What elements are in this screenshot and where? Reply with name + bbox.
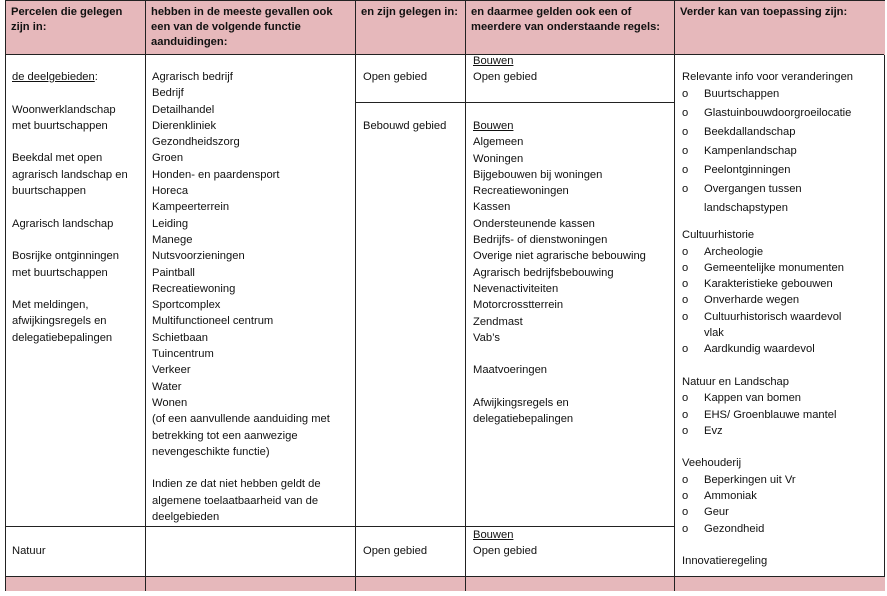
function-item: Verkeer: [152, 364, 191, 377]
bullet-item: o Glastuinbouwdoorgroeilocatie: [682, 107, 852, 120]
rule-maatvoeringen: Maatvoeringen: [473, 364, 548, 377]
rule-open-gebied-1: Open gebied: [473, 71, 538, 84]
rule-item: Bedrijfs- of dienstwoningen: [473, 234, 608, 247]
bullet-item: o Peelontginningen: [682, 164, 791, 177]
bouwen-heading-3: Bouwen: [473, 529, 514, 541]
function-item: Multifunctioneel centrum: [152, 315, 274, 328]
group-title-cultuurhistorie: Cultuurhistorie: [682, 229, 755, 242]
rule-item: Kassen: [473, 201, 511, 214]
rule-item: Motorcrosstterrein: [473, 299, 564, 312]
bullet-item: o Gezondheid: [682, 522, 765, 535]
bullet-item: o Beekdallandschap: [682, 126, 796, 139]
open-bebouwd-divider: [356, 102, 675, 103]
bullet-item: o Kampenlandschap: [682, 145, 797, 158]
gebied-open-1: Open gebied: [363, 71, 428, 83]
group-title-veehouderij: Veehouderij: [682, 457, 742, 470]
footer-strip-col1: [6, 577, 146, 591]
bullet-item: o Onverharde wegen: [682, 294, 800, 307]
area-woonwerklandschap: Woonwerklandschap met buurtschappen: [12, 103, 116, 132]
bullet-item: o Geur: [682, 506, 729, 519]
function-item: Water: [152, 380, 182, 393]
col4-open-block: [473, 53, 537, 86]
group-title-veranderingen: Relevante info voor veranderingen: [682, 71, 854, 83]
function-item: Nutsvoorzieningen: [152, 250, 245, 263]
header-col3: en zijn gelegen in:: [356, 1, 466, 55]
col-divider-1: [145, 1, 146, 577]
bullet-item: o Kappen van bomen: [682, 392, 802, 405]
function-item: Detailhandel: [152, 103, 215, 116]
footer-strip-col4: [466, 577, 675, 591]
rule-item: Bijgebouwen bij woningen: [473, 168, 603, 181]
function-item: Schietbaan: [152, 331, 208, 344]
function-item: Bedrijf: [152, 87, 184, 100]
function-item: Wonen: [152, 396, 188, 409]
function-item: Honden- en paardensport: [152, 168, 280, 181]
bullet-item: o Evz: [682, 424, 723, 437]
col-divider-2: [355, 1, 356, 577]
function-item: Sportcomplex: [152, 299, 221, 312]
area-natuur: Natuur: [12, 545, 46, 557]
function-note: (of een aanvullende aanduiding met betrekking tot een aanwezige nevengeschikte functie): [152, 413, 330, 458]
bullet-item: o Buurtschappen: [682, 88, 780, 101]
function-item: Dierenkliniek: [152, 119, 217, 132]
bullet-item: o Cultuurhistorisch waardevol vlak: [682, 310, 842, 340]
rule-item: Algemeen: [473, 136, 524, 149]
gebied-open-2: Open gebied: [363, 545, 428, 557]
col2-content: [152, 69, 330, 525]
deelgebieden-title: de deelgebieden:: [12, 71, 98, 83]
group-title-natuur-landschap: Natuur en Landschap: [682, 375, 789, 388]
function-item: Kampeerterrein: [152, 201, 230, 214]
bullet-item: o Beperkingen uit Vr: [682, 473, 796, 486]
col-divider-3: [465, 1, 466, 577]
area-beekdal: Beekdal met open agrarisch landschap en buurtschappen: [12, 152, 128, 198]
function-item: Manege: [152, 233, 193, 246]
rule-item: Vab’s: [473, 331, 500, 344]
footer-strip-col5: [675, 577, 885, 591]
gebied-bebouwd: Bebouwd gebied: [363, 120, 447, 132]
natuur-row-divider: [6, 526, 675, 527]
header-col1: Percelen die gelegen zijn in:: [6, 1, 146, 55]
function-item: Agrarisch bedrijf: [152, 71, 233, 83]
function-item: Leiding: [152, 217, 189, 230]
rule-item: Overige niet agrarische bebouwing: [473, 250, 646, 263]
function-item: Recreatiewoning: [152, 282, 236, 295]
bullet-item: o Gemeentelijke monumenten: [682, 261, 844, 274]
bullet-item: o Ammoniak: [682, 490, 757, 503]
col1-content: [12, 69, 128, 346]
col4-bebouwd-block: [473, 118, 646, 428]
bouwen-heading-2: Bouwen: [473, 120, 514, 132]
function-item: Horeca: [152, 185, 189, 198]
function-item: Tuincentrum: [152, 348, 214, 361]
header-col5: Verder kan van toepassing zijn:: [675, 1, 885, 55]
area-meldingen: Met meldingen, afwijkingsregels en delegatiebepalingen: [12, 299, 113, 344]
header-col2: hebben in de meeste gevallen ook een van de volgende functie aanduidingen:: [146, 1, 356, 55]
bullet-item: o Overgangen tussen landschapstypen: [682, 183, 802, 215]
bullet-item: o Archeologie: [682, 245, 764, 258]
header-divider: [6, 54, 884, 55]
function-note-general: Indien ze dat niet hebben geldt de algemene toelaatbaarheid van de deelgebieden: [152, 478, 321, 524]
bullet-item: o Karakteristieke gebouwen: [682, 278, 833, 291]
footer-strip-col3: [356, 577, 466, 591]
rule-afwijkingsregels: Afwijkingsregels en delegatiebepalingen: [473, 397, 574, 426]
rule-item: Ondersteunende kassen: [473, 217, 595, 230]
rule-item: Zendmast: [473, 315, 523, 328]
rules-table: [5, 0, 885, 591]
rule-item: Recreatiewoningen: [473, 185, 569, 198]
rule-item: Agrarisch bedrijfsbebouwing: [473, 266, 614, 279]
footer-divider: [6, 576, 884, 577]
rule-open-gebied-3: Open gebied: [473, 545, 538, 558]
col4-natuur-block: [473, 527, 537, 560]
function-item: Groen: [152, 152, 184, 165]
bullet-item: o EHS/ Groenblauwe mantel: [682, 408, 837, 421]
header-col4: en daarmee gelden ook een of meerdere van onderstaande regels:: [466, 1, 675, 55]
bouwen-heading-1: Bouwen: [473, 55, 514, 67]
rule-item: Woningen: [473, 152, 524, 165]
col-divider-4: [674, 1, 675, 577]
bullet-item: o Aardkundig waardevol: [682, 343, 815, 356]
area-bosrijke-ontginningen: Bosrijke ontginningen met buurtschappen: [12, 250, 119, 279]
function-item: Gezondheidszorg: [152, 136, 240, 149]
function-item: Paintball: [152, 266, 195, 279]
area-agrarisch-landschap: Agrarisch landschap: [12, 217, 114, 230]
rule-item: Nevenactiviteiten: [473, 282, 559, 295]
col5-content: [682, 69, 853, 570]
footer-strip-col2: [146, 577, 356, 591]
innovatieregeling: Innovatieregeling: [682, 555, 768, 568]
